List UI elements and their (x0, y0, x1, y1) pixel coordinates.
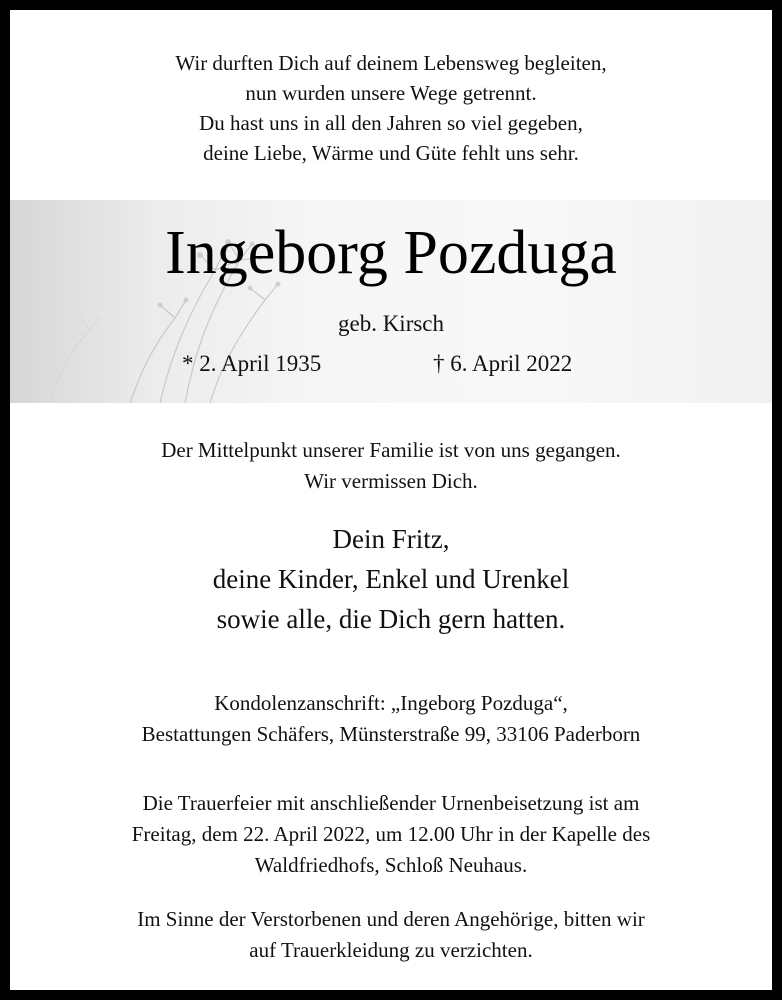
ceremony-line: Waldfriedhofs, Schloß Neuhaus. (254, 853, 528, 877)
death-date: † 6. April 2022 (433, 351, 573, 376)
attire-request (10, 904, 772, 966)
ceremony-line: Die Trauerfeier mit anschließender Urnenbeisetzung ist am (142, 791, 640, 815)
mourners-line: deine Kinder, Enkel und Urenkel (212, 564, 570, 594)
condolence-address (10, 688, 772, 750)
condolence-line: Bestattungen Schäfers, Münsterstraße 99, 33106 Paderborn (141, 722, 641, 746)
message-line: Der Mittelpunkt unserer Familie ist von uns gegangen. (161, 438, 621, 462)
poem-line: Wir durften Dich auf deinem Lebensweg begleiten, (175, 51, 607, 75)
background-photo-band (10, 200, 772, 403)
poem (10, 48, 772, 168)
poem-line: nun wurden unsere Wege getrennt. (245, 81, 537, 105)
mourners-line: sowie alle, die Dich gern hatten. (216, 604, 566, 634)
birth-date: * 2. April 1935 (182, 351, 322, 376)
mourners-line: Dein Fritz, (332, 524, 450, 554)
message-line: Wir vermissen Dich. (304, 469, 478, 493)
funeral-details (10, 788, 772, 881)
condolence-line: Kondolenzanschrift: „Ingeborg Pozduga“, (214, 691, 568, 715)
attire-line: Im Sinne der Verstorbenen und deren Angehörige, bitten wir (137, 907, 645, 931)
mourners (10, 519, 772, 639)
deceased-name: Ingeborg Pozduga (165, 219, 617, 287)
family-message (10, 435, 772, 497)
maiden-name: geb. Kirsch (337, 311, 445, 336)
ceremony-line: Freitag, dem 22. April 2022, um 12.00 Uhr in der Kapelle des (131, 822, 651, 846)
poem-line: Du hast uns in all den Jahren so viel gegeben, (199, 111, 583, 135)
attire-line: auf Trauerkleidung zu verzichten. (249, 938, 533, 962)
poem-line: deine Liebe, Wärme und Güte fehlt uns sehr. (203, 141, 579, 165)
